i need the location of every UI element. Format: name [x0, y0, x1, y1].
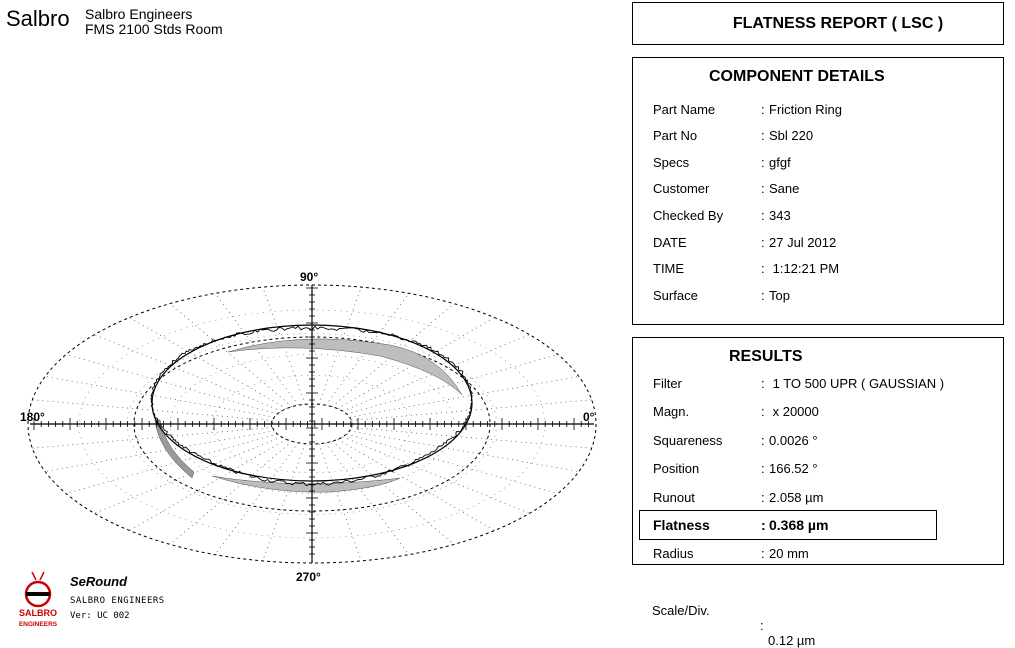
row-value: 0.0026 °: [769, 433, 818, 448]
scale-per-division: [652, 588, 816, 648]
component-row-date: [653, 235, 837, 251]
angle-label-0: 0°: [583, 410, 595, 424]
results-panel: [632, 337, 1004, 565]
result-row-position: [653, 461, 818, 477]
svg-text:ENGINEERS: ENGINEERS: [18, 621, 58, 628]
result-row-radius: [653, 546, 809, 562]
row-value: 1 TO 500 UPR ( GAUSSIAN ): [769, 376, 945, 391]
row-label: Part Name: [653, 102, 716, 117]
product-name: SeRound: [70, 574, 128, 589]
row-label: Squareness: [653, 433, 723, 448]
component-details-panel: [632, 57, 1004, 325]
company-block: [85, 7, 223, 37]
grid-spoke: [66, 355, 277, 415]
row-value: 1:12:21 PM: [769, 261, 840, 276]
location-name: FMS 2100 Stds Room: [85, 21, 223, 37]
row-value: 343: [769, 208, 791, 223]
report-title-box: [632, 2, 1004, 45]
component-row-specs: [653, 155, 791, 171]
row-value: 0.368 µm: [769, 517, 829, 533]
result-row-squareness: [653, 433, 818, 449]
component-row-time: [653, 261, 840, 277]
row-sep: :: [761, 102, 765, 117]
component-details-heading: COMPONENT DETAILS: [709, 68, 885, 85]
row-value: Sbl 220: [769, 128, 814, 143]
brand-name: Salbro: [6, 6, 70, 31]
result-row-filter: [653, 376, 945, 392]
flatness-polar-plot: [0, 260, 620, 590]
row-value: 27 Jul 2012: [769, 235, 837, 250]
row-value: 166.52 °: [769, 461, 818, 476]
row-label: DATE: [653, 235, 687, 250]
grid-spoke: [215, 293, 298, 405]
row-sep: :: [761, 181, 765, 196]
angle-label-270: 270°: [296, 570, 321, 584]
grid-spoke: [32, 427, 272, 448]
row-value: 0.12 µm: [768, 633, 816, 648]
row-sep: :: [761, 517, 766, 533]
svg-text:SALBRO: SALBRO: [19, 608, 57, 618]
row-sep: :: [761, 490, 765, 505]
row-sep: :: [761, 288, 765, 303]
component-row-checked-by: [653, 208, 791, 224]
row-sep: :: [761, 235, 765, 250]
row-label: Position: [653, 461, 700, 476]
row-value: Friction Ring: [769, 102, 842, 117]
report-title: FLATNESS REPORT ( LSC ): [732, 15, 944, 32]
row-sep: :: [761, 128, 765, 143]
row-sep: :: [761, 155, 765, 170]
row-value: 20 mm: [769, 546, 809, 561]
row-label: Filter: [653, 376, 682, 391]
angle-label-90: 90°: [300, 270, 319, 284]
grid-spoke: [263, 444, 305, 561]
row-label: Magn.: [653, 404, 690, 419]
grid-spoke: [350, 431, 579, 472]
row-label: Scale/Div.: [652, 603, 710, 618]
row-label: Runout: [653, 490, 695, 505]
row-value: Sane: [769, 181, 800, 196]
component-row-customer: [653, 181, 800, 197]
component-row-part-no: [653, 128, 814, 144]
row-sep: :: [761, 376, 765, 391]
row-value: 2.058 µm: [769, 490, 824, 505]
row-sep: :: [760, 618, 764, 633]
row-label: Flatness: [653, 517, 710, 533]
grid-spoke: [351, 427, 591, 448]
row-sep: :: [761, 433, 765, 448]
results-heading: RESULTS: [729, 348, 803, 365]
grid-spoke: [45, 376, 274, 417]
row-sep: :: [761, 461, 765, 476]
footer-version: Ver: UC 002: [70, 611, 130, 621]
grid-spoke: [170, 304, 292, 407]
grid-spoke: [319, 444, 361, 561]
row-sep: :: [761, 208, 765, 223]
footer-company: SALBRO ENGINEERS: [70, 596, 165, 606]
angle-label-180: 180°: [20, 410, 45, 424]
row-label: TIME: [653, 261, 685, 276]
grid-spoke: [350, 376, 579, 417]
component-row-part-name: [653, 102, 842, 118]
grid-spoke: [326, 443, 409, 555]
row-label: Radius: [653, 546, 694, 561]
result-row-runout: [653, 490, 824, 506]
salbro-logo-icon: [12, 570, 64, 630]
ring-shading: [155, 339, 462, 492]
row-sep: :: [761, 261, 765, 276]
plot-axes: [30, 285, 594, 563]
row-label: Part No: [653, 128, 698, 143]
grid-spoke: [332, 441, 454, 544]
result-row-magnification: [653, 404, 819, 420]
row-label: Customer: [653, 181, 710, 196]
row-label: Surface: [653, 288, 698, 303]
company-name: Salbro Engineers: [85, 6, 193, 22]
grid-spoke: [170, 441, 292, 544]
row-sep: :: [761, 546, 765, 561]
result-row-flatness: [653, 517, 829, 533]
row-value: x 20000: [769, 404, 819, 419]
row-sep: :: [761, 404, 765, 419]
row-value: gfgf: [769, 155, 791, 170]
row-value: Top: [769, 288, 790, 303]
row-label: Specs: [653, 155, 690, 170]
row-label: Checked By: [653, 208, 724, 223]
component-row-surface: [653, 288, 790, 304]
grid-spoke: [215, 443, 298, 555]
